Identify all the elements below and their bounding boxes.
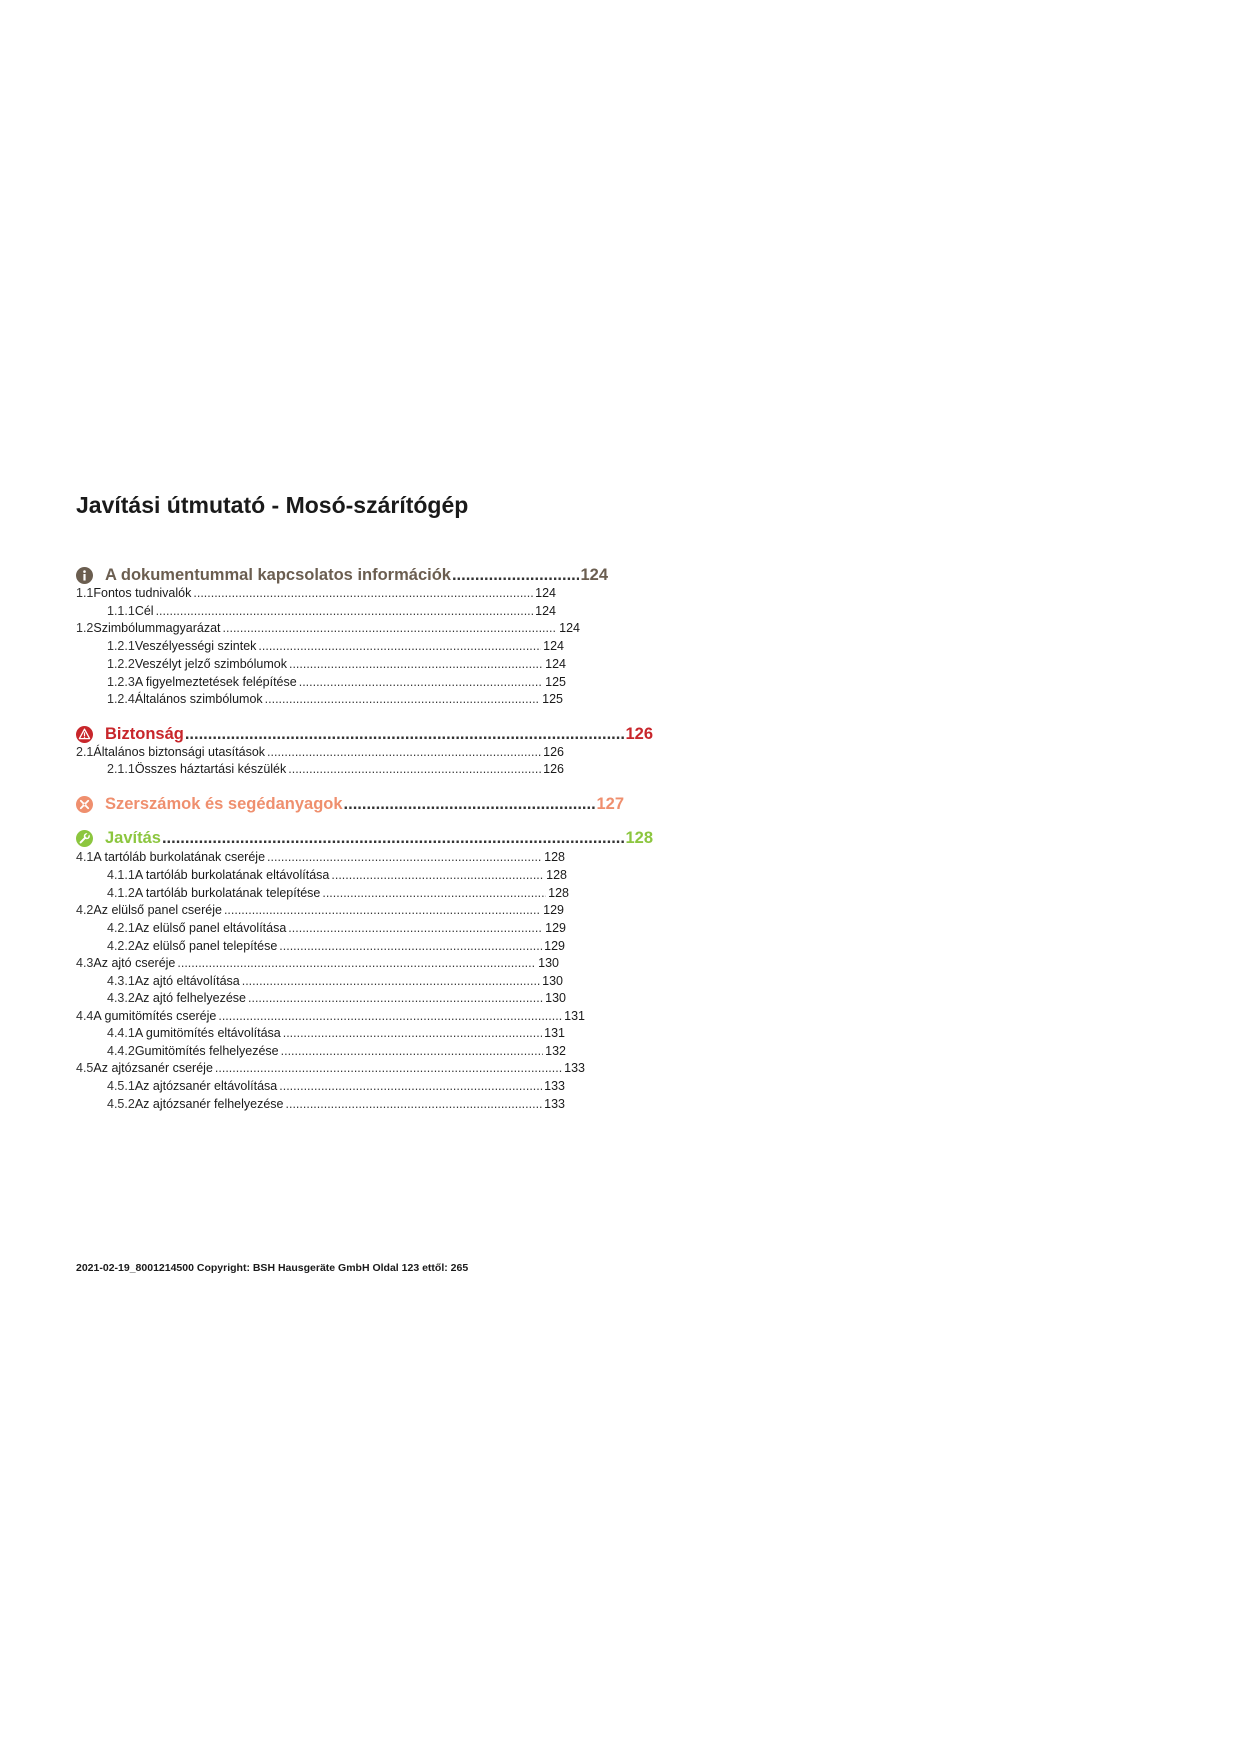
section-title: Az ajtózsanér cseréje	[93, 1061, 213, 1075]
section-title: Az ajtózsanér felhelyezése	[134, 1097, 284, 1111]
section-page: 130	[545, 991, 566, 1005]
dot-leader	[185, 725, 625, 744]
dot-leader	[242, 972, 540, 990]
dot-leader	[279, 937, 542, 955]
warning-triangle-icon	[76, 726, 93, 743]
toc-entry[interactable]	[76, 760, 564, 778]
section-page: 124	[535, 586, 556, 600]
section-title: A tartóláb burkolatának eltávolítása	[134, 868, 330, 882]
section-title: Az ajtózsanér eltávolítása	[134, 1079, 278, 1093]
toc-entry[interactable]	[76, 690, 563, 708]
section-title: Az elülső panel eltávolítása	[134, 921, 287, 935]
dot-leader	[281, 1042, 544, 1060]
section-page: 129	[543, 903, 564, 917]
tools-icon	[76, 796, 93, 813]
toc-entry[interactable]	[76, 1059, 585, 1077]
section-number: 4.5.2	[107, 1097, 135, 1111]
dot-leader	[193, 584, 533, 602]
section-page: 129	[545, 921, 566, 935]
dot-leader	[218, 1007, 562, 1025]
dot-leader	[156, 602, 534, 620]
section-number: 4.1.1	[107, 868, 135, 882]
section-page: 124	[543, 639, 564, 653]
toc-entry[interactable]	[76, 919, 566, 937]
section-title: Az ajtó eltávolítása	[134, 974, 240, 988]
toc-entry[interactable]	[76, 989, 566, 1007]
chapter-title: A dokumentummal kapcsolatos információk	[105, 565, 451, 584]
chapter-title: Javítás	[105, 828, 161, 847]
toc-entry[interactable]	[76, 1077, 565, 1095]
section-page: 124	[535, 604, 556, 618]
dot-leader	[288, 919, 543, 937]
section-number: 4.5	[76, 1061, 94, 1075]
page-footer: 2021-02-19_8001214500 Copyright: BSH Hausgeräte GmbH Oldal 123 ettől: 265	[76, 1262, 469, 1274]
dot-leader	[265, 690, 540, 708]
section-page: 129	[544, 939, 565, 953]
section-title: Általános biztonsági utasítások	[93, 745, 266, 759]
section-number: 1.2.1	[107, 639, 135, 653]
section-page: 133	[544, 1097, 565, 1111]
dot-leader	[322, 884, 546, 902]
section-number: 4.4.2	[107, 1044, 135, 1058]
document-title: Javítási útmutató - Mosó-szárítógép	[76, 492, 469, 518]
section-title: Összes háztartási készülék	[134, 762, 287, 776]
section-page: 130	[538, 956, 559, 970]
info-icon	[76, 567, 93, 584]
toc-entry[interactable]	[76, 1007, 585, 1025]
section-title: A gumitömítés cseréje	[93, 1009, 217, 1023]
section-number: 4.4.1	[107, 1026, 135, 1040]
toc-entry[interactable]	[76, 884, 569, 902]
section-number: 4.2	[76, 903, 94, 917]
section-number: 1.1.1	[107, 604, 135, 618]
dot-leader	[248, 989, 543, 1007]
chapter-title: Biztonság	[105, 724, 184, 743]
toc-entry[interactable]	[76, 602, 556, 620]
section-title: Az elülső panel telepítése	[134, 939, 278, 953]
section-title: Az elülső panel cseréje	[93, 903, 222, 917]
dot-leader	[162, 829, 625, 848]
section-title: A tartóláb burkolatának cseréje	[93, 850, 266, 864]
section-title: Szimbólummagyarázat	[93, 621, 221, 635]
section-number: 4.4	[76, 1009, 94, 1023]
dot-leader	[289, 655, 543, 673]
toc-entry[interactable]	[76, 743, 564, 761]
dot-leader	[223, 619, 558, 637]
dot-leader	[331, 866, 544, 884]
toc-entry[interactable]	[76, 619, 580, 637]
section-title: A figyelmeztetések felépítése	[134, 675, 297, 689]
toc-entry[interactable]	[76, 937, 565, 955]
toc-entry[interactable]	[76, 655, 566, 673]
section-number: 4.1.2	[107, 886, 135, 900]
section-number: 1.2.3	[107, 675, 135, 689]
toc-entry[interactable]	[76, 584, 556, 602]
toc-chapter-tools[interactable]	[76, 792, 624, 816]
toc-entry[interactable]	[76, 866, 567, 884]
wrench-icon	[76, 830, 93, 847]
section-page: 124	[559, 621, 580, 635]
toc-entry[interactable]	[76, 901, 564, 919]
dot-leader	[224, 901, 541, 919]
section-number: 1.2.4	[107, 692, 135, 706]
chapter-page: 126	[625, 724, 653, 743]
section-page: 133	[564, 1061, 585, 1075]
toc-entry[interactable]	[76, 673, 566, 691]
toc-entry[interactable]	[76, 972, 563, 990]
dot-leader	[279, 1077, 542, 1095]
toc-entry[interactable]	[76, 954, 559, 972]
toc-entry[interactable]	[76, 848, 565, 866]
section-title: Cél	[134, 604, 154, 618]
section-number: 4.5.1	[107, 1079, 135, 1093]
chapter-title: Szerszámok és segédanyagok	[105, 794, 343, 813]
dot-leader	[344, 795, 596, 814]
dot-leader	[258, 637, 541, 655]
section-title: Fontos tudnivalók	[93, 586, 192, 600]
toc-entry[interactable]	[76, 1042, 566, 1060]
section-number: 4.3.1	[107, 974, 135, 988]
section-number: 4.2.2	[107, 939, 135, 953]
section-title: A tartóláb burkolatának telepítése	[134, 886, 321, 900]
toc-entry[interactable]	[76, 637, 564, 655]
section-title: Veszélyességi szintek	[134, 639, 257, 653]
section-page: 131	[544, 1026, 565, 1040]
section-page: 132	[545, 1044, 566, 1058]
dot-leader	[267, 743, 541, 761]
section-title: Az ajtó felhelyezése	[134, 991, 246, 1005]
toc-entry[interactable]	[76, 1095, 565, 1113]
section-title: Az ajtó cseréje	[93, 956, 176, 970]
chapter-page: 128	[625, 828, 653, 847]
section-number: 1.2	[76, 621, 94, 635]
dot-leader	[215, 1059, 562, 1077]
section-number: 4.3.2	[107, 991, 135, 1005]
chapter-page: 127	[596, 794, 624, 813]
section-title: Veszélyt jelző szimbólumok	[134, 657, 287, 671]
dot-leader	[288, 760, 541, 778]
section-number: 1.1	[76, 586, 94, 600]
chapter-page: 124	[580, 565, 608, 584]
section-number: 4.3	[76, 956, 94, 970]
dot-leader	[299, 673, 543, 691]
toc-chapter-repair[interactable]	[76, 826, 653, 850]
section-page: 125	[542, 692, 563, 706]
toc-entry[interactable]	[76, 1024, 565, 1042]
section-number: 2.1.1	[107, 762, 135, 776]
section-title: A gumitömítés eltávolítása	[134, 1026, 281, 1040]
section-number: 1.2.2	[107, 657, 135, 671]
section-page: 126	[543, 745, 564, 759]
section-page: 125	[545, 675, 566, 689]
dot-leader	[286, 1095, 543, 1113]
section-page: 131	[564, 1009, 585, 1023]
dot-leader	[267, 848, 542, 866]
section-page: 128	[544, 850, 565, 864]
section-page: 128	[546, 868, 567, 882]
section-number: 4.1	[76, 850, 94, 864]
section-page: 126	[543, 762, 564, 776]
dot-leader	[177, 954, 536, 972]
section-title: Általános szimbólumok	[134, 692, 263, 706]
section-page: 124	[545, 657, 566, 671]
section-page: 133	[544, 1079, 565, 1093]
dot-leader	[283, 1024, 542, 1042]
section-number: 2.1	[76, 745, 94, 759]
section-number: 4.2.1	[107, 921, 135, 935]
section-title: Gumitömítés felhelyezése	[134, 1044, 279, 1058]
section-page: 130	[542, 974, 563, 988]
dot-leader	[452, 566, 580, 585]
section-page: 128	[548, 886, 569, 900]
